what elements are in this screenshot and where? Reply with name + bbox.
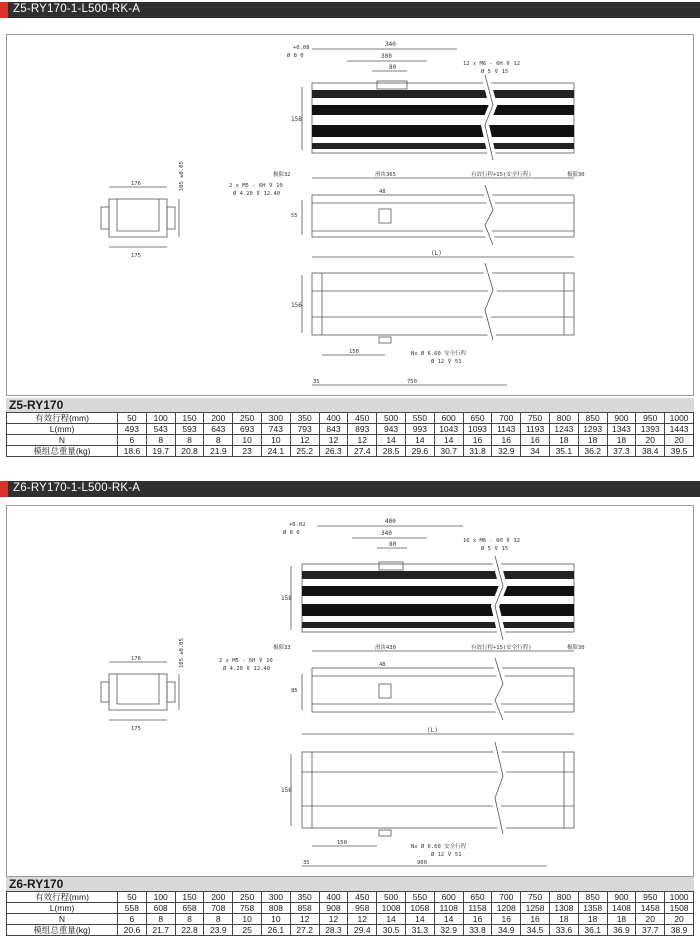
- spec-cell: 34.5: [521, 925, 550, 936]
- spec-cell: 10: [233, 435, 262, 446]
- dim-height-top: 158: [291, 116, 302, 123]
- spec-cell: 8: [146, 914, 175, 925]
- spec-row-label: 有效行程(mm): [7, 413, 118, 424]
- spec-cell: 8: [175, 914, 204, 925]
- spec-row: [7, 892, 694, 903]
- spec-cell: 6: [118, 914, 147, 925]
- dim-48: 48: [379, 662, 386, 668]
- spec-cell: 23.9: [204, 925, 233, 936]
- spec-cell: 1000: [665, 413, 694, 424]
- spec-cell: 8: [175, 435, 204, 446]
- spec-cell: 1058: [405, 903, 434, 914]
- dim-nx2: Ø 12 ⊽ 51: [431, 359, 462, 365]
- spec-cell: 850: [578, 413, 607, 424]
- spec-cell: 38.4: [636, 446, 665, 457]
- spec-cell: 200: [204, 413, 233, 424]
- spec-cell: 550: [405, 892, 434, 903]
- dim-55: 55: [291, 213, 298, 219]
- spec-row: [7, 446, 694, 457]
- dim-side-w: 176: [131, 181, 141, 187]
- spec-cell: 550: [405, 413, 434, 424]
- section-title: Z6-RY170-1-L500-RK-A: [13, 482, 141, 494]
- spec-cell: 50: [118, 413, 147, 424]
- spec-cell: 1508: [665, 903, 694, 914]
- spec-cell: 21.7: [146, 925, 175, 936]
- dim-side-bottom: 175: [131, 253, 141, 259]
- spec-cell: 643: [204, 424, 233, 435]
- dim-150: 150: [337, 840, 347, 846]
- spec-grid: [6, 891, 694, 936]
- spec-cell: 12: [319, 914, 348, 925]
- dim-hole-3: Ø 5 ⊽ 15: [481, 69, 509, 75]
- section-z5: [0, 2, 700, 462]
- spec-cell: 1443: [665, 424, 694, 435]
- spec-cell: 100: [146, 892, 175, 903]
- dim-limit-left: 极限33: [273, 645, 291, 651]
- spec-cell: 1293: [578, 424, 607, 435]
- dim-L: (L): [431, 250, 442, 257]
- spec-cell: 25: [233, 925, 262, 936]
- dim-nx: Nx Ø 6.60 安全行程: [411, 351, 467, 357]
- spec-row: [7, 914, 694, 925]
- spec-cell: 1000: [665, 892, 694, 903]
- spec-cell: 14: [377, 435, 406, 446]
- spec-cell: 21.9: [204, 446, 233, 457]
- technical-drawing: [7, 35, 693, 395]
- spec-row-label: N: [7, 914, 118, 925]
- dim-m5: 2 x M5 - 6H ⊽ 10: [219, 658, 273, 664]
- spec-cell: 20: [636, 914, 665, 925]
- spec-row: [7, 413, 694, 424]
- spec-cell: 650: [463, 892, 492, 903]
- dim-m5b: Ø 4.20 ⊽ 12.40: [233, 191, 281, 197]
- spec-cell: 993: [405, 424, 434, 435]
- spec-cell: 32.9: [434, 925, 463, 936]
- spec-cell: 16: [463, 914, 492, 925]
- section-header: [0, 481, 700, 497]
- dim-side-w: 176: [131, 656, 141, 662]
- spec-row-label: 模组总重量(kg): [7, 446, 118, 457]
- spec-cell: 14: [434, 914, 463, 925]
- dim-L: (L): [427, 727, 438, 734]
- spec-cell: 29.4: [348, 925, 377, 936]
- spec-cell: 843: [319, 424, 348, 435]
- spec-cell: 1143: [492, 424, 521, 435]
- spec-cell: 758: [233, 903, 262, 914]
- dim-inner-len: 300: [381, 53, 392, 60]
- spec-cell: 16: [521, 914, 550, 925]
- dim-nx2: Ø 12 ⊽ 51: [431, 852, 462, 858]
- spec-cell: 750: [521, 892, 550, 903]
- spec-cell: 50: [118, 892, 147, 903]
- spec-cell: 958: [348, 903, 377, 914]
- spec-cell: 200: [204, 892, 233, 903]
- spec-cell: 650: [463, 413, 492, 424]
- spec-cell: 900: [607, 892, 636, 903]
- spec-cell: 26.3: [319, 446, 348, 457]
- spec-row-label: 有效行程(mm): [7, 892, 118, 903]
- dim-limit-right: 极限30: [567, 645, 585, 651]
- dim-750: 750: [407, 379, 417, 385]
- spec-cell: 8: [204, 914, 233, 925]
- section-title: Z5-RY170-1-L500-RK-A: [13, 3, 141, 15]
- spec-cell: 858: [290, 903, 319, 914]
- spec-cell: 18: [549, 914, 578, 925]
- spec-cell: 150: [175, 892, 204, 903]
- spec-cell: 28.5: [377, 446, 406, 457]
- spec-cell: 39.5: [665, 446, 694, 457]
- spec-cell: 600: [434, 413, 463, 424]
- spec-cell: 100: [146, 413, 175, 424]
- spec-cell: 36.1: [578, 925, 607, 936]
- spec-cell: 27.4: [348, 446, 377, 457]
- spec-cell: 12: [319, 435, 348, 446]
- spec-cell: 150: [175, 413, 204, 424]
- spec-cell: 18: [607, 914, 636, 925]
- spec-cell: 950: [636, 892, 665, 903]
- spec-cell: 18: [607, 435, 636, 446]
- spec-row: [7, 925, 694, 936]
- spec-cell: 32.9: [492, 446, 521, 457]
- dim-side-bottom: 175: [131, 726, 141, 732]
- spec-row-label: N: [7, 435, 118, 446]
- spec-cell: 943: [377, 424, 406, 435]
- spec-cell: 793: [290, 424, 319, 435]
- spec-cell: 350: [290, 413, 319, 424]
- spec-cell: 1393: [636, 424, 665, 435]
- dim-m5: 2 x M5 - 6H ⊽ 10: [229, 183, 283, 189]
- spec-cell: 36.2: [578, 446, 607, 457]
- spec-cell: 1208: [492, 903, 521, 914]
- dim-height-bottom: 156: [291, 302, 302, 309]
- spec-title: Z5-RY170: [6, 398, 694, 412]
- dim-limit-left: 极限32: [273, 172, 291, 178]
- dim-35: 35: [313, 379, 320, 385]
- spec-cell: 1243: [549, 424, 578, 435]
- spec-cell: 10: [261, 914, 290, 925]
- spec-cell: 350: [290, 892, 319, 903]
- dim-height-bottom: 156: [281, 787, 292, 794]
- spec-cell: 800: [549, 892, 578, 903]
- dim-tol: +0.02: [289, 522, 306, 528]
- spec-cell: 16: [492, 435, 521, 446]
- spec-cell: 743: [261, 424, 290, 435]
- spec-row: [7, 903, 694, 914]
- dim-150: 150: [349, 349, 359, 355]
- drawing-frame: [6, 34, 694, 396]
- spec-cell: 693: [233, 424, 262, 435]
- spec-cell: 700: [492, 892, 521, 903]
- spec-cell: 1158: [463, 903, 492, 914]
- section-z6: [0, 481, 700, 946]
- dim-inner-len: 340: [381, 530, 392, 537]
- spec-cell: 10: [261, 435, 290, 446]
- spec-cell: 38.9: [665, 925, 694, 936]
- spec-cell: 37.3: [607, 446, 636, 457]
- spec-cell: 900: [607, 413, 636, 424]
- spec-cell: 1193: [521, 424, 550, 435]
- dim-tol: +0.08: [293, 45, 310, 51]
- spec-cell: 16: [463, 435, 492, 446]
- dim-slider: 滑块365: [375, 172, 396, 178]
- spec-cell: 300: [261, 892, 290, 903]
- spec-table: [6, 877, 694, 936]
- spec-cell: 8: [146, 435, 175, 446]
- spec-cell: 400: [319, 413, 348, 424]
- dim-900: 900: [417, 860, 427, 866]
- spec-cell: 850: [578, 892, 607, 903]
- spec-cell: 34.9: [492, 925, 521, 936]
- spec-cell: 700: [492, 413, 521, 424]
- spec-cell: 18: [578, 914, 607, 925]
- spec-cell: 31.8: [463, 446, 492, 457]
- dim-side-h: 105 ±0.05: [179, 161, 185, 191]
- spec-cell: 800: [549, 413, 578, 424]
- spec-cell: 34: [521, 446, 550, 457]
- spec-cell: 20: [636, 435, 665, 446]
- spec-cell: 543: [146, 424, 175, 435]
- dim-small-len: 80: [389, 64, 397, 71]
- spec-row-label: L(mm): [7, 903, 118, 914]
- spec-cell: 1258: [521, 903, 550, 914]
- spec-cell: 500: [377, 413, 406, 424]
- dim-hole-1: Ø 8 0: [283, 530, 300, 536]
- spec-cell: 18: [549, 435, 578, 446]
- spec-cell: 12: [348, 914, 377, 925]
- spec-cell: 12: [290, 435, 319, 446]
- spec-cell: 558: [118, 903, 147, 914]
- spec-table: [6, 398, 694, 457]
- dim-85: 85: [291, 688, 298, 694]
- spec-cell: 708: [204, 903, 233, 914]
- spec-cell: 750: [521, 413, 550, 424]
- header-accent: [0, 481, 8, 497]
- spec-cell: 1343: [607, 424, 636, 435]
- spec-cell: 24.1: [261, 446, 290, 457]
- spec-row: [7, 435, 694, 446]
- spec-cell: 25.2: [290, 446, 319, 457]
- spec-cell: 1008: [377, 903, 406, 914]
- spec-cell: 14: [377, 914, 406, 925]
- spec-cell: 30.7: [434, 446, 463, 457]
- spec-cell: 26.1: [261, 925, 290, 936]
- dim-hole-2: 16 x M6 - 6H ⊽ 12: [463, 538, 521, 544]
- spec-row-label: 模组总重量(kg): [7, 925, 118, 936]
- dim-stroke: 有效行程+15(安全行程): [471, 172, 532, 178]
- spec-cell: 6: [118, 435, 147, 446]
- spec-cell: 1093: [463, 424, 492, 435]
- spec-title: Z6-RY170: [6, 877, 694, 891]
- spec-cell: 33.6: [549, 925, 578, 936]
- spec-cell: 29.6: [405, 446, 434, 457]
- spec-cell: 20.8: [175, 446, 204, 457]
- spec-cell: 250: [233, 413, 262, 424]
- spec-cell: 608: [146, 903, 175, 914]
- spec-cell: 593: [175, 424, 204, 435]
- spec-cell: 1408: [607, 903, 636, 914]
- spec-cell: 500: [377, 892, 406, 903]
- dim-stroke: 有效行程+15(安全行程): [471, 645, 532, 651]
- spec-cell: 1458: [636, 903, 665, 914]
- header-accent: [0, 2, 8, 18]
- dim-small-len: 80: [389, 541, 397, 548]
- section-header: [0, 2, 700, 18]
- spec-cell: 12: [290, 914, 319, 925]
- spec-cell: 250: [233, 892, 262, 903]
- spec-cell: 22.8: [175, 925, 204, 936]
- spec-cell: 35.1: [549, 446, 578, 457]
- spec-cell: 20.6: [118, 925, 147, 936]
- spec-cell: 8: [204, 435, 233, 446]
- spec-cell: 27.2: [290, 925, 319, 936]
- spec-cell: 14: [405, 435, 434, 446]
- spec-cell: 808: [261, 903, 290, 914]
- dim-m5b: Ø 4.20 ⊽ 12.40: [223, 666, 271, 672]
- dim-nx: Nx Ø 6.60 安全行程: [411, 844, 467, 850]
- spec-cell: 14: [405, 914, 434, 925]
- spec-cell: 10: [233, 914, 262, 925]
- spec-cell: 493: [118, 424, 147, 435]
- spec-cell: 30.5: [377, 925, 406, 936]
- spec-cell: 400: [319, 892, 348, 903]
- spec-cell: 300: [261, 413, 290, 424]
- spec-cell: 28.3: [319, 925, 348, 936]
- spec-cell: 1043: [434, 424, 463, 435]
- spec-cell: 18.6: [118, 446, 147, 457]
- spec-cell: 1358: [578, 903, 607, 914]
- dim-slider: 滑块430: [375, 645, 396, 651]
- dim-hole-1: Ø 8 0: [287, 53, 304, 59]
- spec-cell: 12: [348, 435, 377, 446]
- dim-top-len: 400: [385, 518, 396, 525]
- spec-cell: 23: [233, 446, 262, 457]
- dim-top-len: 340: [385, 41, 396, 48]
- spec-row-label: L(mm): [7, 424, 118, 435]
- spec-cell: 33.8: [463, 925, 492, 936]
- spec-cell: 658: [175, 903, 204, 914]
- spec-cell: 1308: [549, 903, 578, 914]
- spec-cell: 20: [665, 435, 694, 446]
- spec-cell: 600: [434, 892, 463, 903]
- dim-35: 35: [303, 860, 310, 866]
- spec-cell: 19.7: [146, 446, 175, 457]
- technical-drawing: [7, 506, 693, 876]
- spec-row: [7, 424, 694, 435]
- spec-cell: 1108: [434, 903, 463, 914]
- spec-cell: 18: [578, 435, 607, 446]
- spec-cell: 16: [521, 435, 550, 446]
- spec-cell: 31.3: [405, 925, 434, 936]
- spec-cell: 893: [348, 424, 377, 435]
- spec-cell: 37.7: [636, 925, 665, 936]
- drawing-frame: [6, 505, 694, 877]
- spec-cell: 908: [319, 903, 348, 914]
- dim-height-top: 158: [281, 595, 292, 602]
- spec-cell: 450: [348, 413, 377, 424]
- dim-48: 48: [379, 189, 386, 195]
- dim-side-h: 105 ±0.05: [179, 638, 185, 668]
- dim-hole-3: Ø 5 ⊽ 15: [481, 546, 509, 552]
- spec-grid: [6, 412, 694, 457]
- spec-cell: 950: [636, 413, 665, 424]
- spec-cell: 20: [665, 914, 694, 925]
- dim-hole-2: 12 x M6 - 6H ⊽ 12: [463, 61, 521, 67]
- spec-cell: 450: [348, 892, 377, 903]
- spec-cell: 14: [434, 435, 463, 446]
- spec-cell: 16: [492, 914, 521, 925]
- spec-cell: 36.9: [607, 925, 636, 936]
- dim-limit-right: 极限30: [567, 172, 585, 178]
